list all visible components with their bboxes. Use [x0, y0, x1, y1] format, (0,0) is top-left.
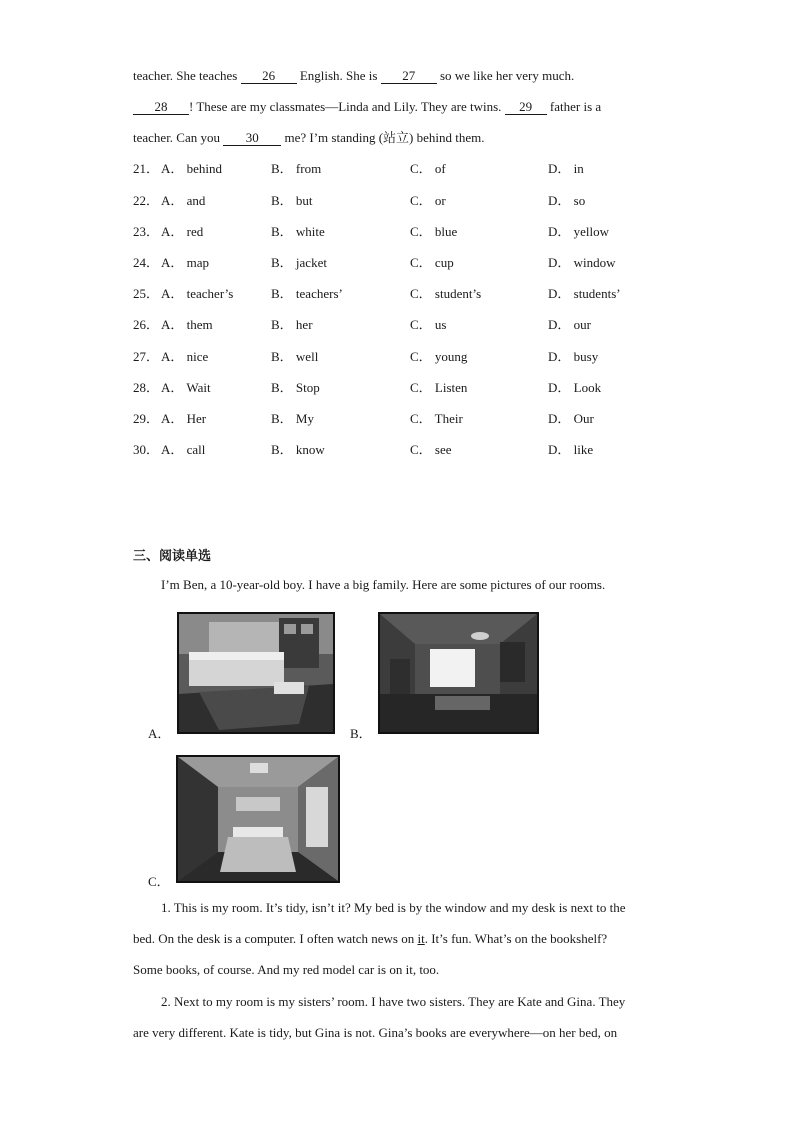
picture-label-a: A．: [148, 726, 171, 741]
option-d[interactable]: D． Our: [548, 411, 594, 426]
blank-29: 29: [505, 100, 547, 115]
cloze-text: teacher. She teaches: [133, 68, 241, 83]
blank-26: 26: [241, 69, 297, 84]
option-c[interactable]: C． of: [410, 161, 446, 176]
question-number: 21．: [133, 161, 160, 176]
option-d[interactable]: D． Look: [548, 380, 602, 395]
cloze-line-1: [133, 67, 574, 85]
option-b[interactable]: B． teachers’: [271, 286, 343, 301]
paragraph-text: bed. On the desk is a computer. I often watch news on: [133, 931, 418, 946]
paragraph-1-line-1: 1. This is my room. It’s tidy, isn’t it? My bed is by the window and my desk is next to the: [161, 900, 626, 915]
option-b[interactable]: B． My: [271, 411, 314, 426]
option-c[interactable]: C． student’s: [410, 286, 482, 301]
paragraph-1-line-2: [133, 930, 607, 948]
reading-intro: I’m Ben, a 10-year-old boy. I have a big family. Here are some pictures of our rooms.: [161, 577, 606, 592]
room-photo-c: [176, 755, 340, 883]
option-d[interactable]: D． so: [548, 193, 586, 208]
question-number: 29．: [133, 411, 160, 426]
option-a[interactable]: A． map: [161, 255, 210, 270]
cloze-text: so we like her very much.: [436, 68, 575, 83]
cloze-text: father is a: [546, 99, 602, 114]
option-d[interactable]: D． like: [548, 442, 594, 457]
cloze-text: ! These are my classmates—Linda and Lily. They are twins.: [189, 99, 505, 114]
option-d[interactable]: D． window: [548, 255, 616, 270]
question-number: 28．: [133, 380, 160, 395]
option-b[interactable]: B． her: [271, 317, 313, 332]
question-number: 23．: [133, 224, 160, 239]
option-c[interactable]: C． blue: [410, 224, 458, 239]
paragraph-2-line-1: 2. Next to my room is my sisters’ room. I have two sisters. They are Kate and Gina. They: [161, 994, 626, 1009]
paragraph-2-line-2: are very different. Kate is tidy, but Gina is not. Gina’s books are everywhere—on her bed, on: [133, 1025, 618, 1040]
blank-27: 27: [381, 69, 437, 84]
option-d[interactable]: D． yellow: [548, 224, 610, 239]
option-b[interactable]: B． well: [271, 349, 319, 364]
option-b[interactable]: B． white: [271, 224, 325, 239]
question-row: [133, 316, 693, 334]
cloze-line-3: [133, 129, 485, 147]
option-c[interactable]: C． young: [410, 349, 468, 364]
question-row: [133, 441, 693, 459]
question-row: [133, 348, 693, 366]
picture-label-b: B．: [350, 726, 372, 741]
option-a[interactable]: A． behind: [161, 161, 223, 176]
question-number: 30．: [133, 442, 160, 457]
option-b[interactable]: B． jacket: [271, 255, 327, 270]
question-row: [133, 410, 693, 428]
cloze-text: teacher. Can you: [133, 130, 224, 145]
option-a[interactable]: A． teacher’s: [161, 286, 234, 301]
blank-30: 30: [223, 131, 281, 146]
option-c[interactable]: C． cup: [410, 255, 454, 270]
picture-label-c: C．: [148, 874, 170, 889]
option-a[interactable]: A． Wait: [161, 380, 211, 395]
cloze-text: me? I’m standing (站立) behind them.: [281, 130, 485, 145]
option-a[interactable]: A． them: [161, 317, 213, 332]
underlined-word-it: it: [417, 931, 425, 946]
option-a[interactable]: A． call: [161, 442, 206, 457]
option-a[interactable]: A． and: [161, 193, 206, 208]
option-c[interactable]: C． or: [410, 193, 446, 208]
question-row: [133, 379, 693, 397]
option-d[interactable]: D． in: [548, 161, 584, 176]
option-a[interactable]: A． nice: [161, 349, 209, 364]
option-b[interactable]: B． Stop: [271, 380, 320, 395]
question-number: 27．: [133, 349, 160, 364]
room-photo-a: [177, 612, 335, 734]
option-a[interactable]: A． red: [161, 224, 204, 239]
paragraph-1-line-3: Some books, of course. And my red model car is on it, too.: [133, 962, 440, 977]
question-number: 25．: [133, 286, 160, 301]
cloze-line-2: [133, 98, 601, 116]
option-c[interactable]: C． see: [410, 442, 452, 457]
option-a[interactable]: A． Her: [161, 411, 207, 426]
question-row: [133, 254, 693, 272]
question-number: 24．: [133, 255, 160, 270]
option-b[interactable]: B． from: [271, 161, 322, 176]
option-d[interactable]: D． busy: [548, 349, 599, 364]
room-photo-b: [378, 612, 539, 734]
question-row: [133, 223, 693, 241]
option-b[interactable]: B． but: [271, 193, 313, 208]
option-b[interactable]: B． know: [271, 442, 325, 457]
question-row: [133, 285, 693, 303]
question-number: 26．: [133, 317, 160, 332]
question-number: 22．: [133, 193, 160, 208]
option-d[interactable]: D． students’: [548, 286, 621, 301]
blank-28: 28: [133, 100, 189, 115]
option-c[interactable]: C． us: [410, 317, 447, 332]
paragraph-text: . It’s fun. What’s on the bookshelf?: [424, 931, 608, 946]
option-d[interactable]: D． our: [548, 317, 591, 332]
question-row: [133, 160, 693, 178]
question-row: [133, 192, 693, 210]
option-c[interactable]: C． Listen: [410, 380, 468, 395]
section-title: 三、阅读单选: [133, 548, 212, 563]
option-c[interactable]: C． Their: [410, 411, 463, 426]
cloze-text: English. She is: [296, 68, 381, 83]
